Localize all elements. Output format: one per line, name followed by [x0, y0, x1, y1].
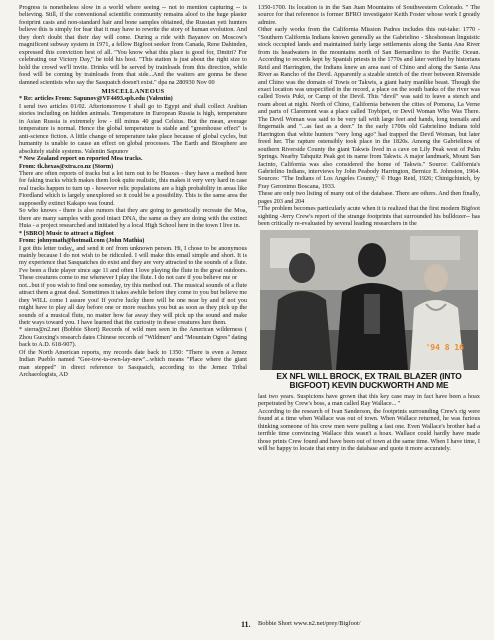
left-column [19, 4, 247, 608]
item-header: * [SBRO] Music to attract a Bigfoot [19, 229, 114, 237]
article-paragraph: 1350-1700. Its location is in the San Juan Mountains of Southwestern Colorado. " The source for that reference is former BFRO investigator Keith Foster whose work I greatly admire. [258, 4, 480, 26]
article-paragraph: "The problem becomes particularly acute when it is realized that the first modern Bigfoot sighting -Jerry Crew's report of the strange footprints that surrounded his bulldozer-- has been critically re-evaluated by several leading researchers in the [258, 205, 480, 228]
right-column [258, 4, 480, 608]
photo-caption: EX NFL WILL BROCK, EX TRAIL BLAZER (INTO BIGFOOT) KEVIN DUCKWORTH AND ME [276, 370, 462, 391]
item-header: * New Zealand report on reported Moa tracks. [19, 155, 143, 163]
email-from-line: From: johnymath@hotmail.com (John Mathia) [19, 237, 145, 245]
email-header: * Re: articles From: Sapunov@VF4493.spb.edu (Valentin) [19, 95, 173, 103]
article-paragraph: There are often reports of tracks but a lot turn out to be Hoaxes - they have a method here for faking tracks which makes them look quite realistic, this makes it very very hard in case real tracks happen to turn up - however relic populations are a high probability in areas like Fiordland which is largely unexplored so it could be a possibility. This is the same area the supposedly extinct Kakapo was found. [19, 169, 247, 207]
article-paragraph: Of the North American reports, my records date back to 1350: "There is even a Jemez Indian Pueblo named "Gee-tow-ta-own-lay-new"...which means "Place where the giant man stepped" in direct reference to Sasquatch, according to the Jemez Tribal Archaeologists, AD [19, 348, 247, 379]
footer-credit: Bobbie Short www.n2.net/prey/Bigfoot/ [258, 620, 361, 627]
article-paragraph: last two years. Suspicions have grown that this key case may in fact have been a hoax perpetrated by Crew's boss, a man called Ray Wallace... " [258, 392, 480, 408]
article-paragraph: I got this letter today,, and send it on! from unknown person. Hi, I chose to be anonymous mainly because I do not wish to be ridiculed. I will make this email simple and short. It is my experience that Sasquatches do exist and they are very attracted to the sounds of a flute. I've been a flute player since age 11 and often I love playing the flute in the great outdoors. These creatures come to me whenever I play the flute. I do not care if you believe me or [19, 244, 247, 282]
article-paragraph: These are only two listing of many out of the database. There are others. And then finally, pages 203 and 204 [258, 190, 480, 205]
page-number: 11. [241, 620, 251, 629]
article-paragraph: not...but if you wish to find one someday, try this method out. The musical sounds of a flute attract them a great deal. Sometimes it takes awhile before they come to you but believe me they WILL come I assure you! If you're lucky there will be one near by and if not you might have to play all day before one or more reaches you but as soon as they pick up the sounds of a musical flute, no matter how far away they will pick up the sound and make their ways toward you. I have learned that the curiosity in these creatures lure them. [19, 281, 247, 327]
article-paragraph: According to the research of Ivan Sanderson, the footprints surrounding Crew's rig were found at a time when Wallace was out of town. When Wallace returned, he was furious thinking someone of his crew men were pulling a fast one. Even Wallace's brother had a terrible time convincing Wallace this wasn't a hoax. Wallace could hardly have made those prints Crew found and have been out of town at the same time. When I have time, I will be happy to locate that entry in the database and quote it more accurately. [258, 407, 480, 452]
section-heading-miscellaneous: MISCELLANEOUS [101, 87, 165, 95]
article-paragraph: Other early works from the California Mission Padres includes this out-take: 1770 - "Southern California Indians known generally as the Gabrielino - Shoshonean linguistic stock occupied lands and maintained fairly large settlements along the Santa Ana River from its headwaters in the mountains north of San Bernardino to the Pacific Ocean. According to records kept by Spanish priests in the 1770s and later verified by historians Reid and Harrington, the Indians knew an area east of Chino and along the Santa Ana River as Rancho of the Devil. Apparently a sizable stretch of the river between Riverside and Chino was the domain of Towis or Takwis, a giant hairy manlike beast. Though the exact location was unspecified in the record, a place on the south banks of the river was called Towis Puki, or Camp of the Devil. This "devil" was said to leave a stench and roam about at night. North of Chino, California between the cities of Pomona, La Verne and parts of Claremont was a place called Toybipet, or Devil Woman Who Was There. The Devil Woman was said to be very tall with large feet and hands, long toenails and fingernails and "...as fast as a deer." In the early 1700s old Gabrielino Indians told Harrington that white hunters "very long ago" had trapped the Devil Woman, but later freed her. The rapture ostensibly took place in the 1820s. Among the Gabrielinos of southern Riverside County the giant Takwis lived in a cave on Lily Peak west of Palm Springs. Nearby Tahquitz Peak got its name from Takwis. A major landmark, Mount San Jacinto, California was also considered the home of Takwis." Source: California's Gabrielino Indians, interviews by John Peabody Harrington, Bernice E. Johnston, 1964. Sources: "The Indians of Los Angeles County," © Hugo Reid, 1926; Chinigchinich, by Fray Geronimo Boscana, 1933. [258, 26, 480, 190]
email-from-line: From: tk.hexas@xtra.co.nz (Storm) [19, 162, 114, 170]
article-paragraph: So who knows - there is also rumors that they are going to genetically recreate the Moa, there are many samples with good intact DNA, the same as they are doing with the extinct Huia - a project researched and initiated by a local High School here in the town I live in. [19, 207, 247, 230]
article-paragraph: * sierra@n2.net (Bobbie Short) Records of wild men seen in the American wilderness ( Zhou Guoxing's research dates Chinese records of "Wildmen" and "Mountain Ogres" dating back to A.D. 618-907). [19, 326, 247, 349]
group-photo [260, 230, 478, 370]
photo-date-stamp: '94 8 16 [425, 343, 464, 353]
article-paragraph: I send two articles 01/02. Aftertomorrow I shall go to Egypt and shall collect Arabian stories including on hidden animals. Temperature in European Russia is high, temperature in Asian Russia is extremely low - till minus 40 grad Celsius. But the mean, average temperature is normal. Hence the global temperature is stable and "greenhouse effect" is anti-science fiction. A little change of temperature take place because of global cycles, but humanity is unable to cause an effect on global processes. The Earth and Biosphere are absolutely stable systems. Valentin Sapunov [19, 102, 247, 155]
article-paragraph: Progress is nonetheless slow in a world where seeing -- not to mention capturing -- is believing. Still, if the conventional scientific community remains aloof to the huge plaster footprint casts and non-standard hair and bone samples obtained, the Russian yeti hunters believe this is simply for fear that it may have to rewrite the story of human evolution. And they don't doubt that their day will come. During a ride with Bayanov on Moscow's magnificent subway system in 1971, a fellow Bigfoot seeker from Canada, Rene Dahinden, expressed this conviction best of all. "You know what this place is good for, Dmitri? For celebrating our Victory Day," he told his host. "This station is just about the right size to hold the crowd we'll invite. Drinks will be served by trainloads from this direction, while food will be coming by trainloads from that side...And the waiters are gonna be these damned scientists who say the Sasquatch doesn't exist." dpa na 280930 Nov 00 [19, 4, 247, 86]
